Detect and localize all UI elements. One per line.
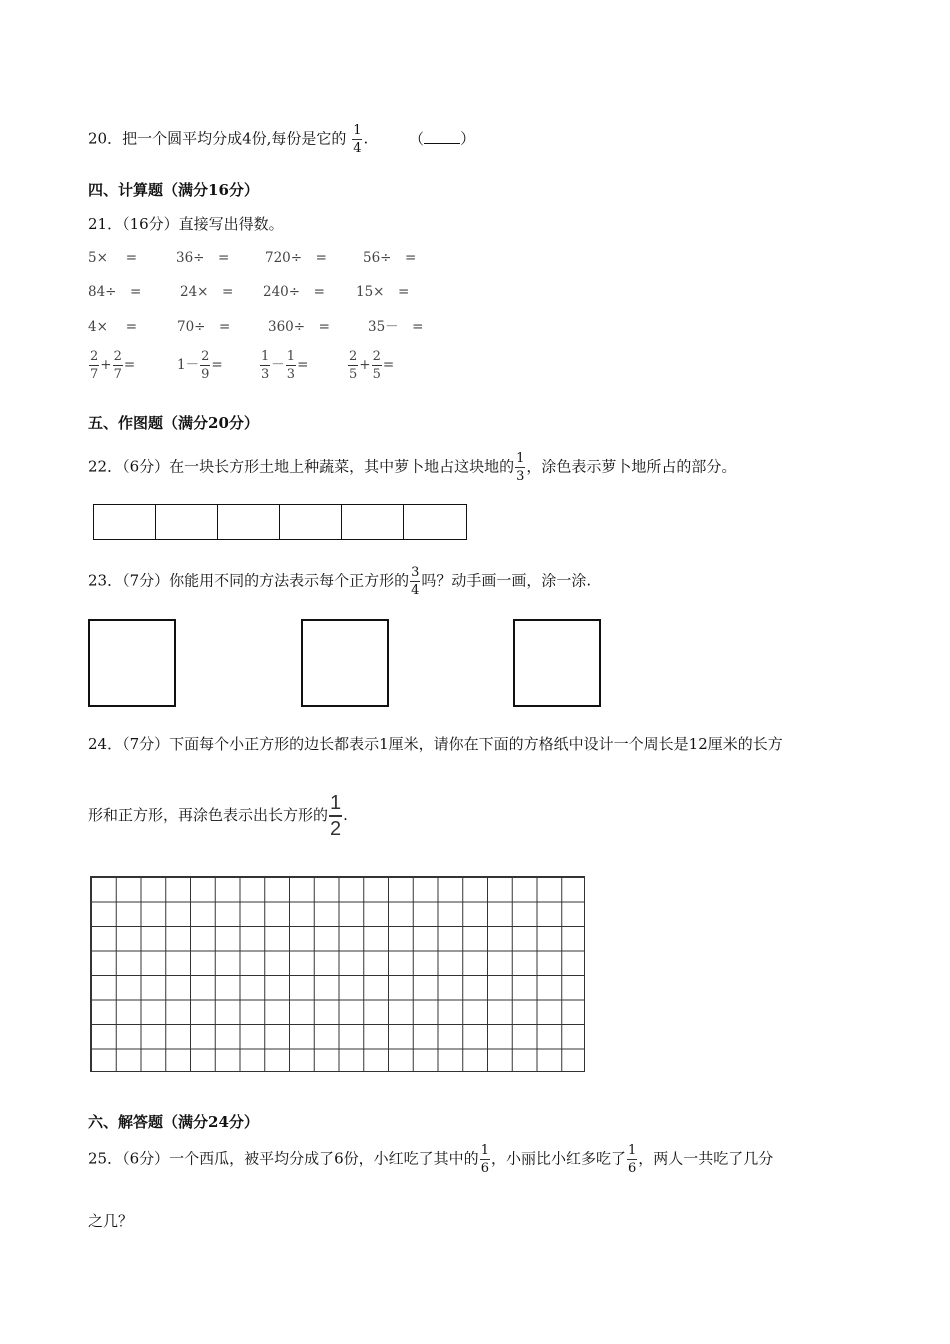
section-6-title: 六、解答题（满分24分） <box>88 1113 259 1131</box>
square-2[interactable] <box>301 619 389 707</box>
graph-paper-grid[interactable] <box>90 876 585 1072</box>
calc-cell: 84÷ = <box>88 284 142 300</box>
calc-cell: 24× = <box>180 284 234 300</box>
question-25: 25．（6分）一个西瓜，被平均分成了6份，小红吃了其中的 $\frac{1}{6}$ ，小丽比小红多吃了 $\frac{1}{6}$ ，两人一共吃了几分 <box>88 1143 774 1176</box>
q20-tail: . <box>363 129 369 148</box>
frac-calc-2: 1－ $\frac{2}{9}$ = <box>177 349 223 382</box>
calc-cell: 15× = <box>356 284 410 300</box>
land-cell[interactable] <box>280 505 342 539</box>
land-cell[interactable] <box>218 505 280 539</box>
calc-cell: 70÷ = <box>177 319 231 335</box>
frac-calc-1: $\frac{2}{7}$ + $\frac{2}{7}$ = <box>90 349 136 382</box>
land-cell[interactable] <box>342 505 404 539</box>
calc-cell: 36÷ = <box>176 250 230 266</box>
square-3[interactable] <box>513 619 601 707</box>
section-5-title: 五、作图题（满分20分） <box>88 414 259 432</box>
land-cell[interactable] <box>94 505 156 539</box>
q21-text: 21．（16分）直接写出得数。 <box>88 215 284 233</box>
q24-line2: 形和正方形，再涂色表示出长方形的 $\frac{1}{2}$ . <box>88 792 348 840</box>
question-20 <box>88 124 475 155</box>
rectangle-land-strip[interactable] <box>93 504 467 540</box>
q25-line2: 之几？ <box>88 1212 134 1230</box>
q20-fraction: $\frac{1}{4}$ <box>353 123 362 156</box>
calc-cell: 720÷ = <box>265 250 327 266</box>
q20-number: 20． <box>88 129 123 148</box>
q20-paren-close: ） <box>460 129 476 148</box>
q20-answer-blank[interactable] <box>424 131 460 144</box>
calc-cell: 4× = <box>88 319 138 335</box>
calc-cell: 56÷ = <box>363 250 417 266</box>
question-22: 22．（6分）在一块长方形土地上种蔬菜，其中萝卜地占这块地的 $\frac{1}{3}$ ，涂色表示萝卜地所占的部分。 <box>88 451 737 484</box>
q20-text: 把一个圆平均分成4份,每份是它的 <box>122 129 347 148</box>
calc-cell: 35－ = <box>368 319 424 335</box>
q20-paren-open: （ <box>409 129 425 148</box>
land-cell[interactable] <box>404 505 466 539</box>
calc-cell: 5× = <box>88 250 138 266</box>
q24-line1: 24．（7分）下面每个小正方形的边长都表示1厘米，请你在下面的方格纸中设计一个周长是12厘米的长方 <box>88 735 783 753</box>
frac-calc-3: $\frac{1}{3}$ － $\frac{1}{3}$ = <box>261 349 309 382</box>
question-23: 23．（7分）你能用不同的方法表示每个正方形的 $\frac{3}{4}$ 吗？动手画一画，涂一涂. <box>88 565 592 598</box>
land-cell[interactable] <box>156 505 218 539</box>
calc-cell: 240÷ = <box>263 284 325 300</box>
frac-calc-4: $\frac{2}{5}$ + $\frac{2}{5}$ = <box>349 349 395 382</box>
calc-cell: 360÷ = <box>268 319 330 335</box>
square-1[interactable] <box>88 619 176 707</box>
section-4-title: 四、计算题（满分16分） <box>88 181 259 199</box>
